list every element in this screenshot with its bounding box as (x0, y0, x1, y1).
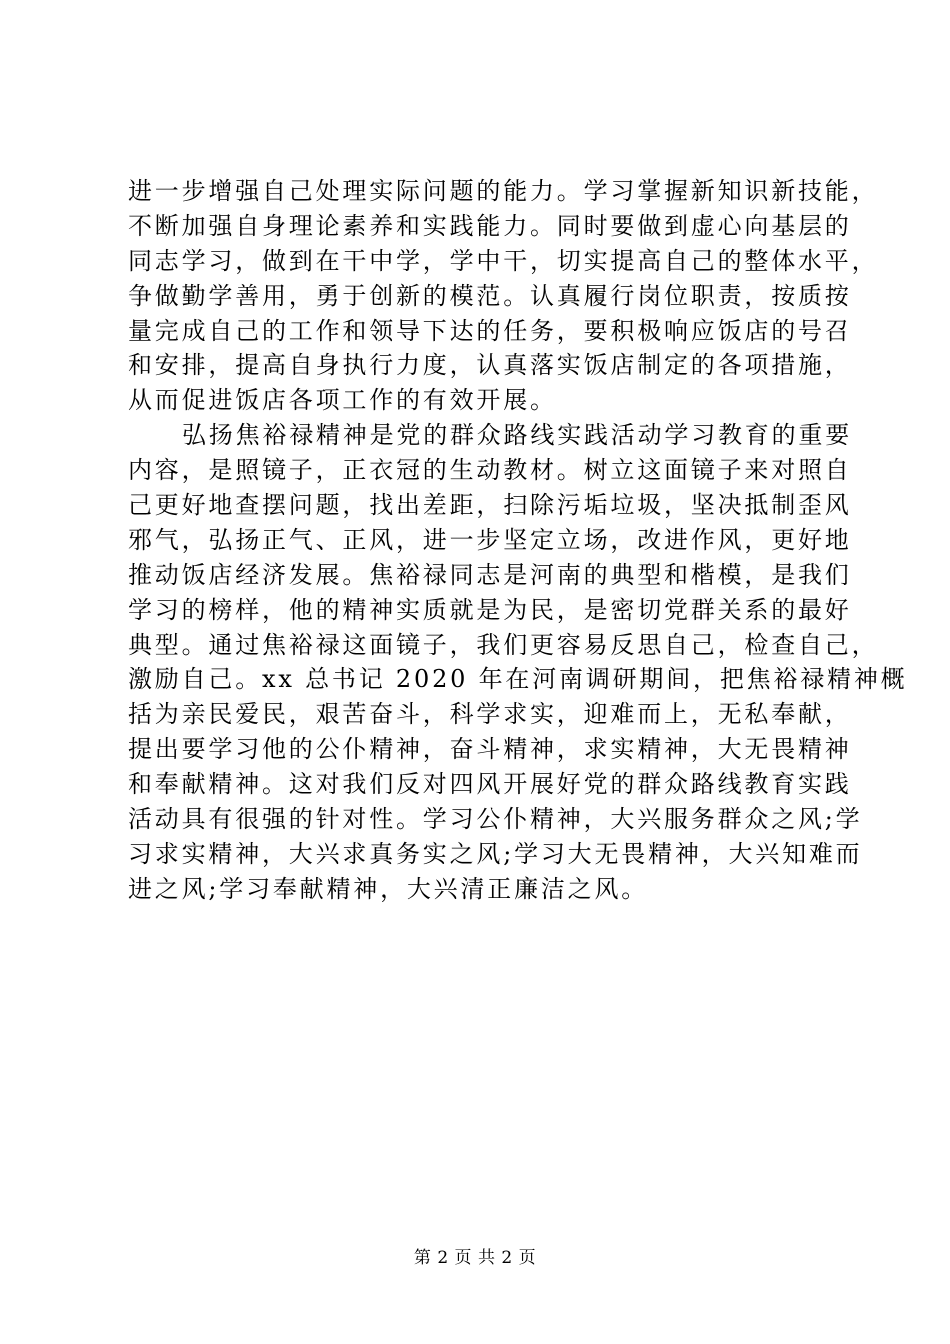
text-line: 激励自己。xx 总书记 2020 年在河南调研期间，把焦裕禄精神概 (128, 665, 908, 694)
page-number-footer: 第 2 页 共 2 页 (413, 1248, 537, 1268)
document-body (128, 174, 908, 907)
text-line: 进之风;学习奉献精神，大兴清正廉洁之风。 (128, 874, 649, 903)
text-line: 不断加强自身理论素养和实践能力。同时要做到虚心向基层的 (128, 211, 852, 240)
text-line: 邪气，弘扬正气、正风，进一步坚定立场，改进作风，更好地 (128, 525, 852, 554)
text-line: 习求实精神，大兴求真务实之风;学习大无畏精神，大兴知难而 (128, 839, 863, 868)
text-line: 和安排，提高自身执行力度，认真落实饭店制定的各项措施， (128, 351, 852, 380)
text-line: 推动饭店经济发展。焦裕禄同志是河南的典型和楷模，是我们 (128, 560, 852, 589)
text-line: 量完成自己的工作和领导下达的任务，要积极响应饭店的号召 (128, 316, 852, 345)
text-line: 括为亲民爱民，艰苦奋斗，科学求实，迎难而上，无私奉献， (128, 700, 852, 729)
text-line: 争做勤学善用，勇于创新的模范。认真履行岗位职责，按质按 (128, 281, 852, 310)
text-line: 提出要学习他的公仆精神，奋斗精神，求实精神，大无畏精神 (128, 735, 852, 764)
paragraph-first-line: 弘扬焦裕禄精神是党的群众路线实践活动学习教育的重要 (182, 421, 852, 450)
text-line: 从而促进饭店各项工作的有效开展。 (128, 386, 557, 415)
text-line: 典型。通过焦裕禄这面镜子，我们更容易反思自己，检查自己， (128, 630, 879, 659)
text-line: 学习的榜样，他的精神实质就是为民，是密切党群关系的最好 (128, 595, 852, 624)
text-line: 己更好地查摆问题，找出差距，扫除污垢垃圾，坚决抵制歪风 (128, 491, 852, 520)
text-line: 进一步增强自己处理实际问题的能力。学习掌握新知识新技能， (128, 177, 879, 205)
text-line: 内容，是照镜子，正衣冠的生动教材。树立这面镜子来对照自 (128, 456, 852, 485)
text-line: 同志学习，做到在干中学，学中干，切实提高自己的整体水平， (128, 246, 879, 275)
text-line: 和奉献精神。这对我们反对四风开展好党的群众路线教育实践 (128, 770, 852, 799)
text-line: 活动具有很强的针对性。学习公仆精神，大兴服务群众之风;学 (128, 805, 863, 834)
